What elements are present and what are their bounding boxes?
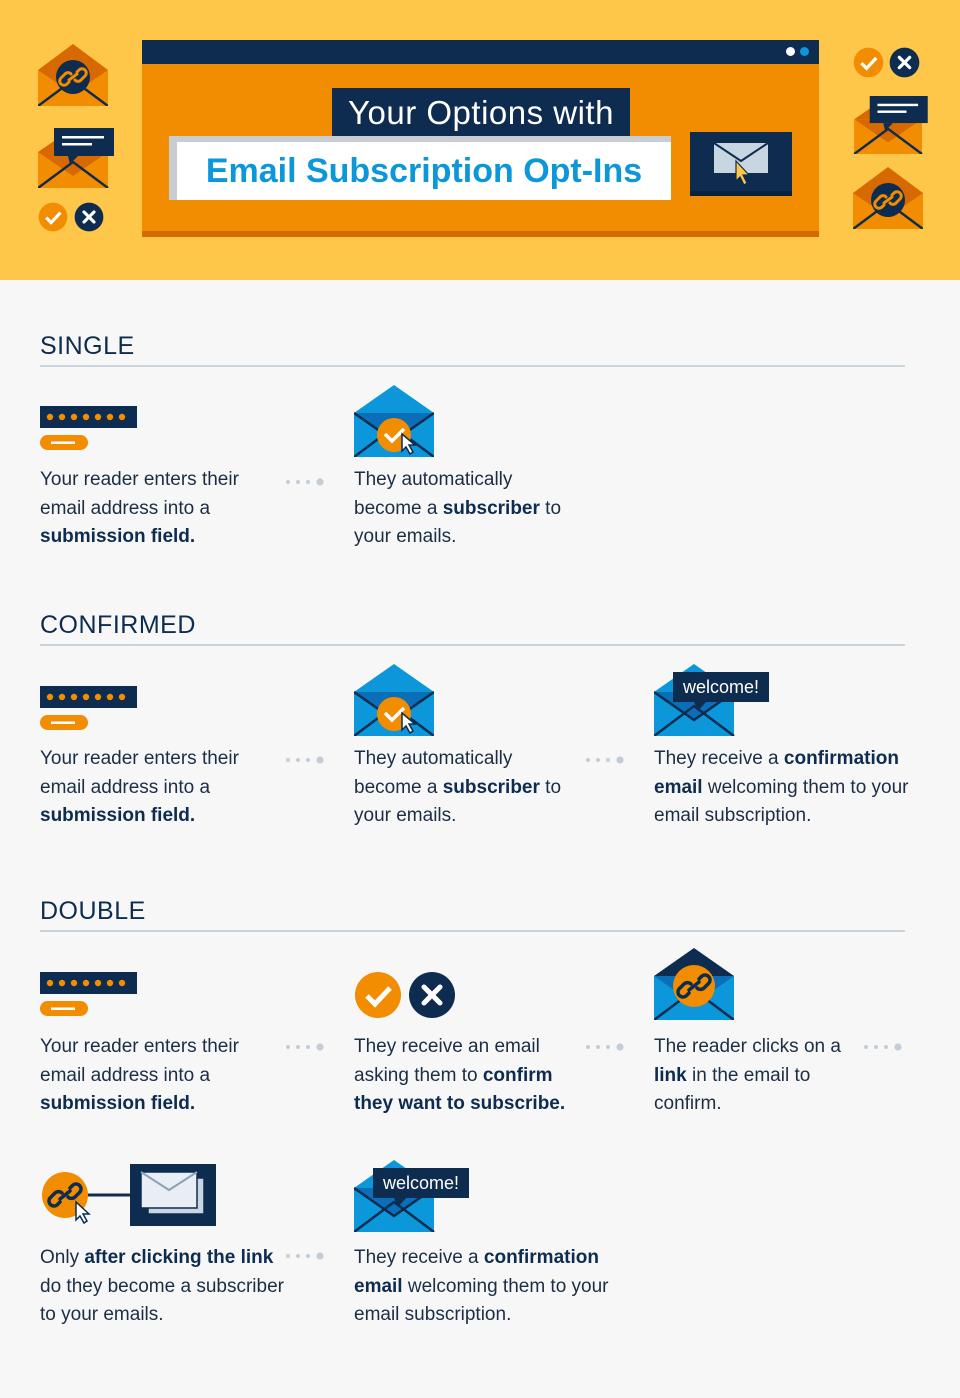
- cross-icon: [408, 971, 456, 1019]
- step-text-part: Your reader enters their email address into a: [40, 469, 239, 519]
- step-text-part: in the email to confirm.: [654, 1064, 811, 1114]
- step-connector: [284, 756, 328, 764]
- check-icon: [354, 971, 402, 1019]
- section-title-double: DOUBLE: [40, 897, 146, 925]
- section-divider: [40, 365, 905, 367]
- title-line-1: Your Options with: [332, 88, 630, 138]
- step-connector: [862, 1043, 906, 1051]
- password-field-icon: [40, 686, 138, 732]
- step-text-emphasis: confirm they want to subscribe.: [354, 1064, 566, 1114]
- check-icon: [38, 202, 68, 232]
- step-text-emphasis: link: [654, 1064, 687, 1086]
- step-text: [40, 1244, 290, 1330]
- step-text-part: welcoming them to your email subscription.: [354, 1275, 609, 1325]
- step-connector: [284, 1252, 328, 1260]
- step-text-emphasis: submission field.: [40, 805, 196, 826]
- section-title-single: SINGLE: [40, 332, 135, 360]
- title-box: [169, 136, 671, 200]
- step-text: [40, 745, 280, 831]
- checked-envelope-icon: [354, 664, 434, 736]
- welcome-envelope-icon: [654, 664, 770, 736]
- title-line-2: Email Subscription Opt-Ins: [205, 152, 643, 190]
- header-banner: [0, 0, 960, 280]
- title-browser-window: [142, 40, 819, 237]
- link-envelope-icon: [654, 948, 734, 1020]
- link-envelope-icon: [38, 44, 108, 106]
- step-text-emphasis: confirmation email: [654, 748, 899, 798]
- message-envelope-icon: [38, 128, 114, 188]
- step-text-part: welcoming them to your email subscription.: [654, 776, 909, 826]
- checked-envelope-icon: [354, 385, 434, 457]
- step-connector: [284, 1043, 328, 1051]
- check-and-cross-icon: [354, 971, 456, 1019]
- welcome-badge: welcome!: [382, 1173, 460, 1193]
- step-text-part: They automatically become a: [354, 748, 513, 798]
- step-text-emphasis: submission field.: [40, 1093, 196, 1114]
- check-icon: [853, 47, 884, 78]
- mail-button: [690, 132, 792, 196]
- step-text-part: do they become a subscriber to your emails.: [40, 1275, 284, 1325]
- step-text: [354, 1033, 584, 1119]
- password-field-icon: [40, 972, 138, 1018]
- step-text-emphasis: confirmation email: [354, 1247, 599, 1297]
- step-text-emphasis: subscriber: [442, 497, 540, 519]
- step-text-emphasis: submission field.: [40, 526, 196, 547]
- step-text-emphasis: after clicking the link: [84, 1247, 274, 1268]
- step-text-part: Your reader enters their email address into a: [40, 1036, 239, 1086]
- step-connector: [584, 756, 628, 764]
- link-to-email-graphic: [40, 1164, 216, 1226]
- step-text-part: They receive a: [354, 1247, 484, 1268]
- step-text-part: They receive a: [654, 748, 784, 769]
- cross-icon: [74, 202, 104, 232]
- step-text: [40, 1033, 280, 1119]
- step-text: [654, 1033, 854, 1119]
- message-envelope-icon: [853, 96, 929, 154]
- step-text-part: They automatically become a: [354, 469, 513, 519]
- cross-icon: [889, 47, 920, 78]
- step-connector: [584, 1043, 628, 1051]
- step-text-part: They receive an email asking them to: [354, 1036, 540, 1086]
- step-text-emphasis: subscriber: [442, 776, 540, 798]
- step-text: [354, 745, 574, 831]
- welcome-envelope-icon: [354, 1160, 470, 1232]
- step-text: [654, 745, 914, 831]
- step-text-part: The reader clicks on a: [654, 1036, 841, 1057]
- window-dots: [786, 47, 809, 56]
- window-dot: [800, 47, 809, 56]
- section-divider: [40, 644, 905, 646]
- step-text-part: Your reader enters their email address into a: [40, 748, 239, 798]
- link-to-email-icon: [40, 1164, 216, 1226]
- step-text-part: to your emails.: [354, 497, 562, 547]
- step-text: [354, 466, 574, 552]
- section-divider: [40, 930, 905, 932]
- step-text-part: to your emails.: [354, 776, 562, 826]
- step-text-part: Only: [40, 1247, 85, 1268]
- step-text: [40, 466, 280, 552]
- welcome-badge: welcome!: [682, 677, 760, 697]
- mail-cursor-icon: [714, 143, 770, 189]
- step-text: [354, 1244, 614, 1330]
- link-envelope-icon: [853, 167, 923, 229]
- step-connector: [284, 478, 328, 486]
- section-title-confirmed: CONFIRMED: [40, 611, 196, 639]
- window-dot: [786, 47, 795, 56]
- password-field-icon: [40, 406, 138, 452]
